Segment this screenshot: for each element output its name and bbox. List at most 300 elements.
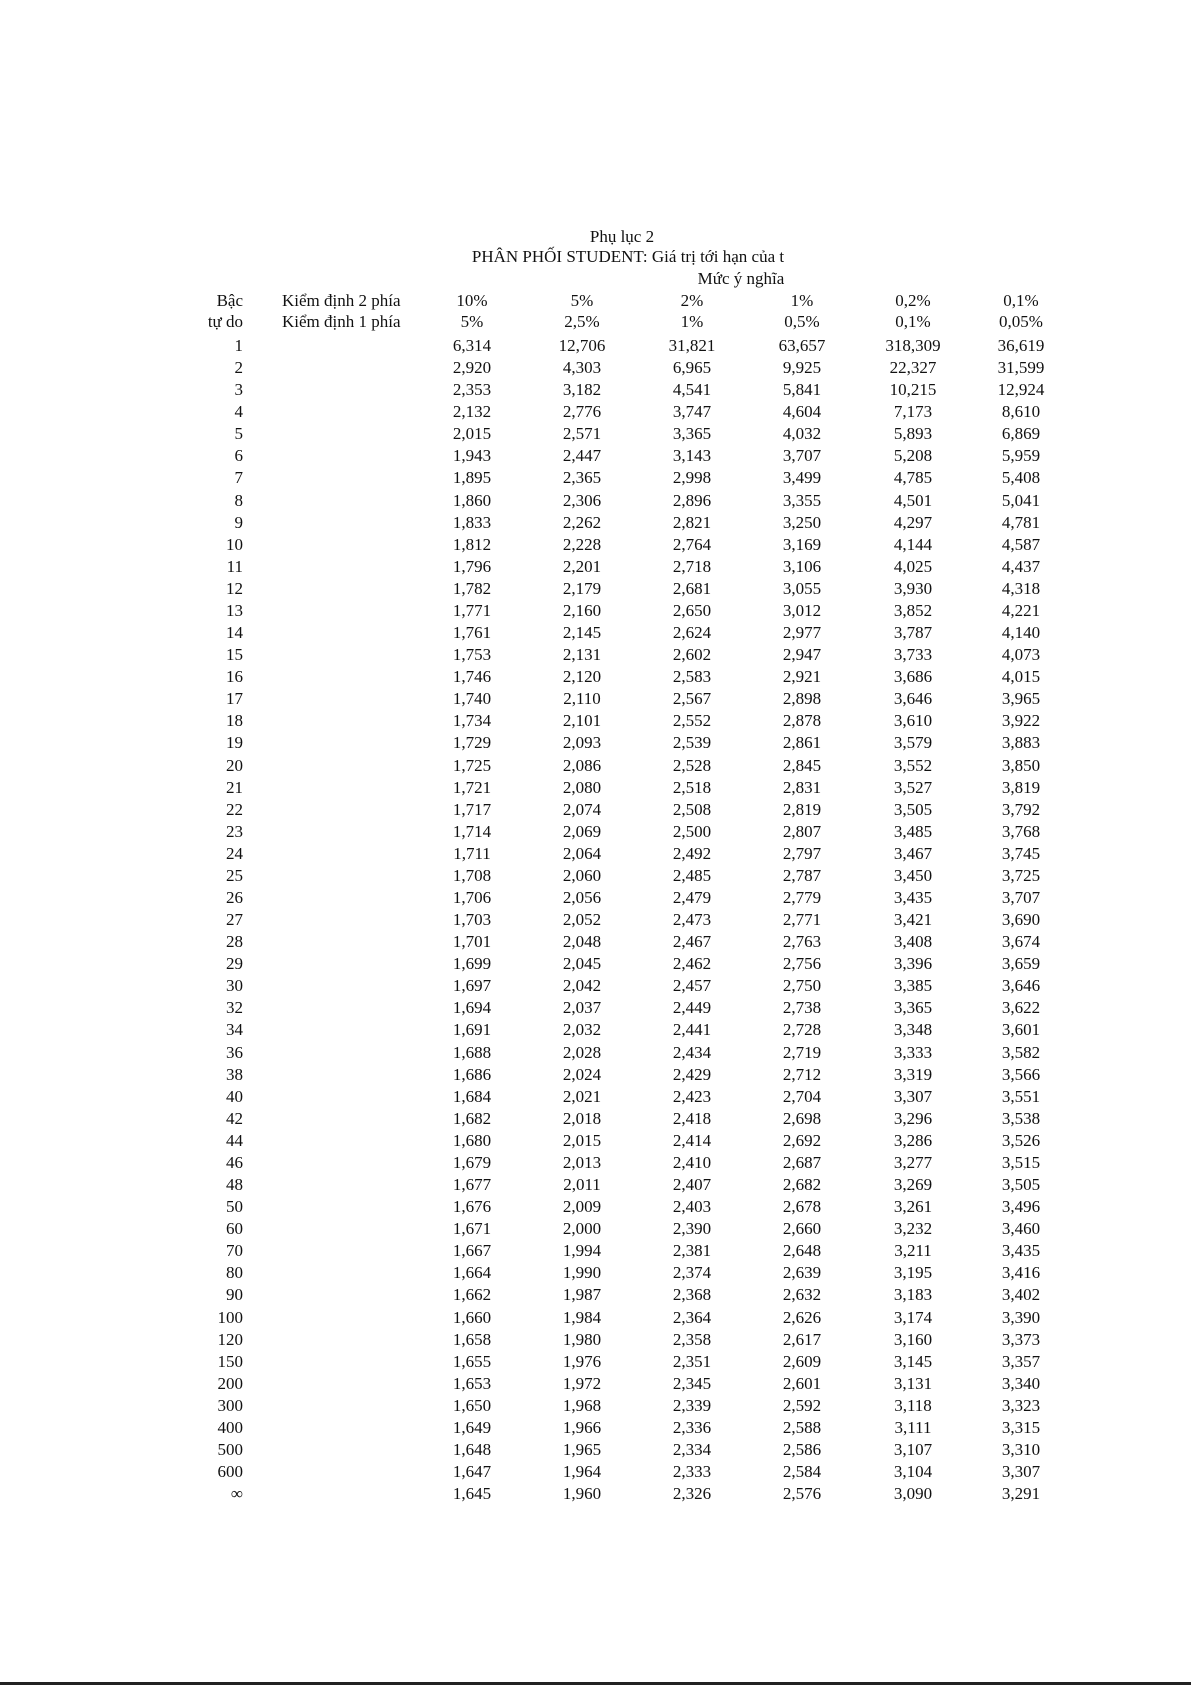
- critical-value-cell: 2,042: [562, 976, 602, 995]
- critical-value-cell: 3,286: [893, 1131, 933, 1150]
- critical-value-cell: 3,601: [1001, 1020, 1041, 1039]
- two-tailed-label: Kiểm định 2 phía: [282, 291, 401, 310]
- critical-value-cell: 1,699: [452, 954, 492, 973]
- critical-value-cell: 2,947: [782, 645, 822, 664]
- level-one-tailed: 1%: [680, 312, 704, 331]
- critical-value-cell: 2,009: [562, 1197, 602, 1216]
- critical-value-cell: 2,179: [562, 579, 602, 598]
- critical-value-cell: 2,306: [562, 491, 602, 510]
- critical-value-cell: 1,649: [452, 1418, 492, 1437]
- critical-value-cell: 2,052: [562, 910, 602, 929]
- critical-value-cell: 1,688: [452, 1043, 492, 1062]
- df-value: 150: [217, 1352, 243, 1371]
- critical-value-cell: 3,390: [1001, 1308, 1041, 1327]
- critical-value-cell: 2,539: [672, 733, 712, 752]
- level-two-tailed: 5%: [570, 291, 594, 310]
- critical-value-cell: 2,015: [562, 1131, 602, 1150]
- critical-value-cell: 3,690: [1001, 910, 1041, 929]
- critical-value-cell: 1,964: [562, 1462, 602, 1481]
- critical-value-cell: 2,000: [562, 1219, 602, 1238]
- critical-value-cell: 3,499: [782, 468, 822, 487]
- critical-value-cell: 3,965: [1001, 689, 1041, 708]
- critical-value-cell: 3,485: [893, 822, 933, 841]
- critical-value-cell: 22,327: [889, 358, 937, 377]
- critical-value-cell: 3,174: [893, 1308, 933, 1327]
- critical-value-cell: 2,601: [782, 1374, 822, 1393]
- critical-value-cell: 3,348: [893, 1020, 933, 1039]
- level-two-tailed: 0,1%: [1003, 291, 1039, 310]
- critical-value-cell: 2,353: [452, 380, 492, 399]
- level-one-tailed: 0,5%: [784, 312, 820, 331]
- critical-value-cell: 3,118: [894, 1396, 932, 1415]
- critical-value-cell: 3,505: [1001, 1175, 1041, 1194]
- df-value: 20: [226, 756, 243, 775]
- critical-value-cell: 4,140: [1001, 623, 1041, 642]
- df-value: 12: [226, 579, 243, 598]
- critical-value-cell: 2,998: [672, 468, 712, 487]
- critical-value-cell: 2,449: [672, 998, 712, 1017]
- critical-value-cell: 2,921: [782, 667, 822, 686]
- critical-value-cell: 2,048: [562, 932, 602, 951]
- critical-value-cell: 2,160: [562, 601, 602, 620]
- critical-value-cell: 3,707: [782, 446, 822, 465]
- df-value: 21: [226, 778, 243, 797]
- df-value: ∞: [230, 1484, 243, 1503]
- one-tailed-label: Kiểm định 1 phía: [282, 312, 401, 331]
- critical-value-cell: 4,303: [562, 358, 602, 377]
- df-value: 5: [234, 424, 243, 443]
- critical-value-cell: 2,626: [782, 1308, 822, 1327]
- df-value: 46: [226, 1153, 243, 1172]
- critical-value-cell: 1,682: [452, 1109, 492, 1128]
- critical-value-cell: 1,650: [452, 1396, 492, 1415]
- critical-value-cell: 1,645: [452, 1484, 492, 1503]
- critical-value-cell: 3,307: [1001, 1462, 1041, 1481]
- critical-value-cell: 3,787: [893, 623, 933, 642]
- critical-value-cell: 2,821: [672, 513, 712, 532]
- critical-value-cell: 2,457: [672, 976, 712, 995]
- critical-value-cell: 2,365: [562, 468, 602, 487]
- critical-value-cell: 1,679: [452, 1153, 492, 1172]
- critical-value-cell: 2,718: [672, 557, 712, 576]
- critical-value-cell: 2,441: [672, 1020, 712, 1039]
- critical-value-cell: 3,768: [1001, 822, 1041, 841]
- critical-value-cell: 1,660: [452, 1308, 492, 1327]
- critical-value-cell: 2,898: [782, 689, 822, 708]
- critical-value-cell: 1,694: [452, 998, 492, 1017]
- critical-value-cell: 1,648: [452, 1440, 492, 1459]
- critical-value-cell: 2,797: [782, 844, 822, 863]
- critical-value-cell: 3,792: [1001, 800, 1041, 819]
- critical-value-cell: 4,785: [893, 468, 933, 487]
- critical-value-cell: 2,776: [562, 402, 602, 421]
- critical-value-cell: 4,015: [1001, 667, 1041, 686]
- critical-value-cell: 2,074: [562, 800, 602, 819]
- df-value: 25: [226, 866, 243, 885]
- critical-value-cell: 1,703: [452, 910, 492, 929]
- df-value: 600: [217, 1462, 243, 1481]
- df-value: 15: [226, 645, 243, 664]
- critical-value-cell: 6,965: [672, 358, 712, 377]
- critical-value-cell: 2,650: [672, 601, 712, 620]
- critical-value-cell: 4,501: [893, 491, 933, 510]
- critical-value-cell: 1,664: [452, 1263, 492, 1282]
- critical-value-cell: 3,496: [1001, 1197, 1041, 1216]
- critical-value-cell: 1,753: [452, 645, 492, 664]
- critical-value-cell: 2,528: [672, 756, 712, 775]
- df-value: 28: [226, 932, 243, 951]
- critical-value-cell: 2,423: [672, 1087, 712, 1106]
- critical-value-cell: 2,132: [452, 402, 492, 421]
- critical-value-cell: 3,365: [893, 998, 933, 1017]
- critical-value-cell: 2,110: [563, 689, 601, 708]
- critical-value-cell: 2,787: [782, 866, 822, 885]
- critical-value-cell: 3,747: [672, 402, 712, 421]
- critical-value-cell: 4,144: [893, 535, 933, 554]
- df-value: 11: [226, 557, 243, 576]
- critical-value-cell: 2,414: [672, 1131, 712, 1150]
- critical-value-cell: 1,677: [452, 1175, 492, 1194]
- critical-value-cell: 4,297: [893, 513, 933, 532]
- critical-value-cell: 3,296: [893, 1109, 933, 1128]
- critical-value-cell: 3,169: [782, 535, 822, 554]
- critical-value-cell: 1,966: [562, 1418, 602, 1437]
- critical-value-cell: 2,592: [782, 1396, 822, 1415]
- critical-value-cell: 3,232: [893, 1219, 933, 1238]
- critical-value-cell: 4,781: [1001, 513, 1041, 532]
- critical-value-cell: 2,120: [562, 667, 602, 686]
- critical-value-cell: 2,045: [562, 954, 602, 973]
- critical-value-cell: 3,183: [893, 1285, 933, 1304]
- critical-value-cell: 3,090: [893, 1484, 933, 1503]
- critical-value-cell: 4,437: [1001, 557, 1041, 576]
- critical-value-cell: 3,291: [1001, 1484, 1041, 1503]
- df-value: 80: [226, 1263, 243, 1282]
- critical-value-cell: 2,364: [672, 1308, 712, 1327]
- critical-value-cell: 5,893: [893, 424, 933, 443]
- critical-value-cell: 2,692: [782, 1131, 822, 1150]
- df-value: 26: [226, 888, 243, 907]
- critical-value-cell: 1,667: [452, 1241, 492, 1260]
- level-one-tailed: 0,05%: [999, 312, 1043, 331]
- critical-value-cell: 2,763: [782, 932, 822, 951]
- critical-value-cell: 4,032: [782, 424, 822, 443]
- critical-value-cell: 3,145: [893, 1352, 933, 1371]
- critical-value-cell: 1,771: [452, 601, 492, 620]
- df-value: 10: [226, 535, 243, 554]
- critical-value-cell: 1,965: [562, 1440, 602, 1459]
- df-value: 120: [217, 1330, 243, 1349]
- df-value: 30: [226, 976, 243, 995]
- critical-value-cell: 1,708: [452, 866, 492, 885]
- critical-value-cell: 4,073: [1001, 645, 1041, 664]
- df-value: 22: [226, 800, 243, 819]
- df-value: 34: [226, 1020, 243, 1039]
- critical-value-cell: 3,566: [1001, 1065, 1041, 1084]
- critical-value-cell: 1,662: [452, 1285, 492, 1304]
- df-value: 6: [234, 446, 243, 465]
- critical-value-cell: 1,987: [562, 1285, 602, 1304]
- critical-value-cell: 3,460: [1001, 1219, 1041, 1238]
- critical-value-cell: 3,552: [893, 756, 933, 775]
- critical-value-cell: 2,407: [672, 1175, 712, 1194]
- critical-value-cell: 3,250: [782, 513, 822, 532]
- critical-value-cell: 1,746: [452, 667, 492, 686]
- critical-value-cell: 2,479: [672, 888, 712, 907]
- critical-value-cell: 6,869: [1001, 424, 1041, 443]
- df-value: 300: [217, 1396, 243, 1415]
- critical-value-cell: 3,435: [1001, 1241, 1041, 1260]
- critical-value-cell: 1,725: [452, 756, 492, 775]
- critical-value-cell: 1,655: [452, 1352, 492, 1371]
- critical-value-cell: 3,930: [893, 579, 933, 598]
- critical-value-cell: 2,024: [562, 1065, 602, 1084]
- critical-value-cell: 36,619: [997, 336, 1045, 355]
- critical-value-cell: 2,552: [672, 711, 712, 730]
- critical-value-cell: 3,745: [1001, 844, 1041, 863]
- critical-value-cell: 3,365: [672, 424, 712, 443]
- critical-value-cell: 2,262: [562, 513, 602, 532]
- critical-value-cell: 2,390: [672, 1219, 712, 1238]
- critical-value-cell: 4,604: [782, 402, 822, 421]
- critical-value-cell: 1,980: [562, 1330, 602, 1349]
- critical-value-cell: 2,920: [452, 358, 492, 377]
- critical-value-cell: 2,013: [562, 1153, 602, 1172]
- df-value: 90: [226, 1285, 243, 1304]
- critical-value-cell: 1,734: [452, 711, 492, 730]
- critical-value-cell: 2,738: [782, 998, 822, 1017]
- critical-value-cell: 2,429: [672, 1065, 712, 1084]
- df-header-line1: Bậc: [216, 291, 243, 310]
- critical-value-cell: 3,307: [893, 1087, 933, 1106]
- critical-value-cell: 2,681: [672, 579, 712, 598]
- critical-value-cell: 12,706: [558, 336, 606, 355]
- critical-value-cell: 2,080: [562, 778, 602, 797]
- df-value: 7: [234, 468, 243, 487]
- critical-value-cell: 2,326: [672, 1484, 712, 1503]
- critical-value-cell: 3,160: [893, 1330, 933, 1349]
- critical-value-cell: 2,201: [562, 557, 602, 576]
- critical-value-cell: 2,374: [672, 1263, 712, 1282]
- df-value: 3: [234, 380, 243, 399]
- critical-value-cell: 3,646: [1001, 976, 1041, 995]
- critical-value-cell: 2,339: [672, 1396, 712, 1415]
- critical-value-cell: 3,340: [1001, 1374, 1041, 1393]
- level-one-tailed: 0,1%: [895, 312, 931, 331]
- significance-label: Mức ý nghĩa: [697, 269, 785, 288]
- critical-value-cell: 2,624: [672, 623, 712, 642]
- critical-value-cell: 12,924: [997, 380, 1045, 399]
- critical-value-cell: 3,111: [894, 1418, 932, 1437]
- critical-value-cell: 2,368: [672, 1285, 712, 1304]
- critical-value-cell: 3,659: [1001, 954, 1041, 973]
- critical-value-cell: 3,396: [893, 954, 933, 973]
- level-two-tailed: 10%: [456, 291, 488, 310]
- critical-value-cell: 5,841: [782, 380, 822, 399]
- critical-value-cell: 3,277: [893, 1153, 933, 1172]
- critical-value-cell: 3,408: [893, 932, 933, 951]
- critical-value-cell: 3,106: [782, 557, 822, 576]
- critical-value-cell: 3,315: [1001, 1418, 1041, 1437]
- level-one-tailed: 2,5%: [564, 312, 600, 331]
- df-value: 29: [226, 954, 243, 973]
- level-two-tailed: 0,2%: [895, 291, 931, 310]
- critical-value-cell: 2,418: [672, 1109, 712, 1128]
- critical-value-cell: 318,309: [885, 336, 941, 355]
- critical-value-cell: 2,021: [562, 1087, 602, 1106]
- appendix-label: Phụ lục 2: [589, 227, 655, 246]
- critical-value-cell: 9,925: [782, 358, 822, 377]
- critical-value-cell: 3,211: [894, 1241, 932, 1260]
- critical-value-cell: 3,195: [893, 1263, 933, 1282]
- critical-value-cell: 2,131: [562, 645, 602, 664]
- df-value: 4: [234, 402, 243, 421]
- critical-value-cell: 3,107: [893, 1440, 933, 1459]
- df-value: 50: [226, 1197, 243, 1216]
- critical-value-cell: 3,622: [1001, 998, 1041, 1017]
- critical-value-cell: 2,583: [672, 667, 712, 686]
- df-value: 1: [234, 336, 243, 355]
- critical-value-cell: 2,584: [782, 1462, 822, 1481]
- critical-value-cell: 3,733: [893, 645, 933, 664]
- critical-value-cell: 2,861: [782, 733, 822, 752]
- critical-value-cell: 2,228: [562, 535, 602, 554]
- critical-value-cell: 3,467: [893, 844, 933, 863]
- critical-value-cell: 1,833: [452, 513, 492, 532]
- critical-value-cell: 3,883: [1001, 733, 1041, 752]
- critical-value-cell: 2,648: [782, 1241, 822, 1260]
- critical-value-cell: 2,678: [782, 1197, 822, 1216]
- critical-value-cell: 2,086: [562, 756, 602, 775]
- critical-value-cell: 2,345: [672, 1374, 712, 1393]
- critical-value-cell: 1,782: [452, 579, 492, 598]
- level-two-tailed: 1%: [790, 291, 814, 310]
- critical-value-cell: 1,706: [452, 888, 492, 907]
- critical-value-cell: 3,373: [1001, 1330, 1041, 1349]
- critical-value-cell: 2,334: [672, 1440, 712, 1459]
- df-value: 38: [226, 1065, 243, 1084]
- critical-value-cell: 2,609: [782, 1352, 822, 1371]
- critical-value-cell: 1,960: [562, 1484, 602, 1503]
- critical-value-cell: 6,314: [452, 336, 492, 355]
- critical-value-cell: 2,632: [782, 1285, 822, 1304]
- critical-value-cell: 2,764: [672, 535, 712, 554]
- critical-value-cell: 3,104: [893, 1462, 933, 1481]
- df-value: 23: [226, 822, 243, 841]
- df-value: 14: [226, 623, 243, 642]
- df-value: 500: [217, 1440, 243, 1459]
- critical-value-cell: 2,687: [782, 1153, 822, 1172]
- critical-value-cell: 1,653: [452, 1374, 492, 1393]
- critical-value-cell: 3,538: [1001, 1109, 1041, 1128]
- critical-value-cell: 1,761: [452, 623, 492, 642]
- critical-value-cell: 2,101: [562, 711, 602, 730]
- critical-value-cell: 2,660: [782, 1219, 822, 1238]
- critical-value-cell: 3,421: [893, 910, 933, 929]
- critical-value-cell: 3,850: [1001, 756, 1041, 775]
- df-value: 32: [226, 998, 243, 1017]
- critical-value-cell: 2,434: [672, 1043, 712, 1062]
- critical-value-cell: 2,807: [782, 822, 822, 841]
- df-value: 36: [226, 1043, 243, 1062]
- critical-value-cell: 3,333: [893, 1043, 933, 1062]
- critical-value-cell: 1,994: [562, 1241, 602, 1260]
- critical-value-cell: 1,658: [452, 1330, 492, 1349]
- critical-value-cell: 2,728: [782, 1020, 822, 1039]
- df-value: 27: [226, 910, 243, 929]
- critical-value-cell: 2,576: [782, 1484, 822, 1503]
- critical-value-cell: 3,505: [893, 800, 933, 819]
- critical-value-cell: 2,750: [782, 976, 822, 995]
- critical-value-cell: 8,610: [1001, 402, 1041, 421]
- critical-value-cell: 3,435: [893, 888, 933, 907]
- critical-value-cell: 3,922: [1001, 711, 1041, 730]
- df-value: 40: [226, 1087, 243, 1106]
- critical-value-cell: 2,639: [782, 1263, 822, 1282]
- critical-value-cell: 2,588: [782, 1418, 822, 1437]
- df-value: 48: [226, 1175, 243, 1194]
- critical-value-cell: 2,682: [782, 1175, 822, 1194]
- critical-value-cell: 10,215: [889, 380, 937, 399]
- critical-value-cell: 1,686: [452, 1065, 492, 1084]
- critical-value-cell: 2,617: [782, 1330, 822, 1349]
- df-value: 16: [226, 667, 243, 686]
- critical-value-cell: 1,647: [452, 1462, 492, 1481]
- critical-value-cell: 1,990: [562, 1263, 602, 1282]
- critical-value-cell: 2,704: [782, 1087, 822, 1106]
- critical-value-cell: 3,131: [893, 1374, 933, 1393]
- critical-value-cell: 5,408: [1001, 468, 1041, 487]
- df-value: 24: [226, 844, 243, 863]
- critical-value-cell: 2,878: [782, 711, 822, 730]
- critical-value-cell: 3,725: [1001, 866, 1041, 885]
- critical-value-cell: 3,182: [562, 380, 602, 399]
- df-value: 17: [226, 689, 243, 708]
- critical-value-cell: 2,381: [672, 1241, 712, 1260]
- critical-value-cell: 2,028: [562, 1043, 602, 1062]
- critical-value-cell: 2,567: [672, 689, 712, 708]
- critical-value-cell: 2,508: [672, 800, 712, 819]
- critical-value-cell: 2,011: [563, 1175, 601, 1194]
- critical-value-cell: 4,221: [1001, 601, 1041, 620]
- critical-value-cell: 1,972: [562, 1374, 602, 1393]
- critical-value-cell: 2,500: [672, 822, 712, 841]
- critical-value-cell: 2,518: [672, 778, 712, 797]
- critical-value-cell: 2,896: [672, 491, 712, 510]
- critical-value-cell: 3,261: [893, 1197, 933, 1216]
- critical-value-cell: 2,403: [672, 1197, 712, 1216]
- critical-value-cell: 2,977: [782, 623, 822, 642]
- df-value: 60: [226, 1219, 243, 1238]
- critical-value-cell: 2,093: [562, 733, 602, 752]
- critical-value-cell: 2,410: [672, 1153, 712, 1172]
- critical-value-cell: 3,579: [893, 733, 933, 752]
- df-value: 19: [226, 733, 243, 752]
- critical-value-cell: 1,684: [452, 1087, 492, 1106]
- critical-value-cell: 2,351: [672, 1352, 712, 1371]
- critical-value-cell: 2,831: [782, 778, 822, 797]
- critical-value-cell: 1,968: [562, 1396, 602, 1415]
- critical-value-cell: 3,707: [1001, 888, 1041, 907]
- critical-value-cell: 1,812: [452, 535, 492, 554]
- critical-value-cell: 1,714: [452, 822, 492, 841]
- critical-value-cell: 3,055: [782, 579, 822, 598]
- critical-value-cell: 2,819: [782, 800, 822, 819]
- critical-value-cell: 1,895: [452, 468, 492, 487]
- critical-value-cell: 2,015: [452, 424, 492, 443]
- critical-value-cell: 3,610: [893, 711, 933, 730]
- critical-value-cell: 31,599: [997, 358, 1045, 377]
